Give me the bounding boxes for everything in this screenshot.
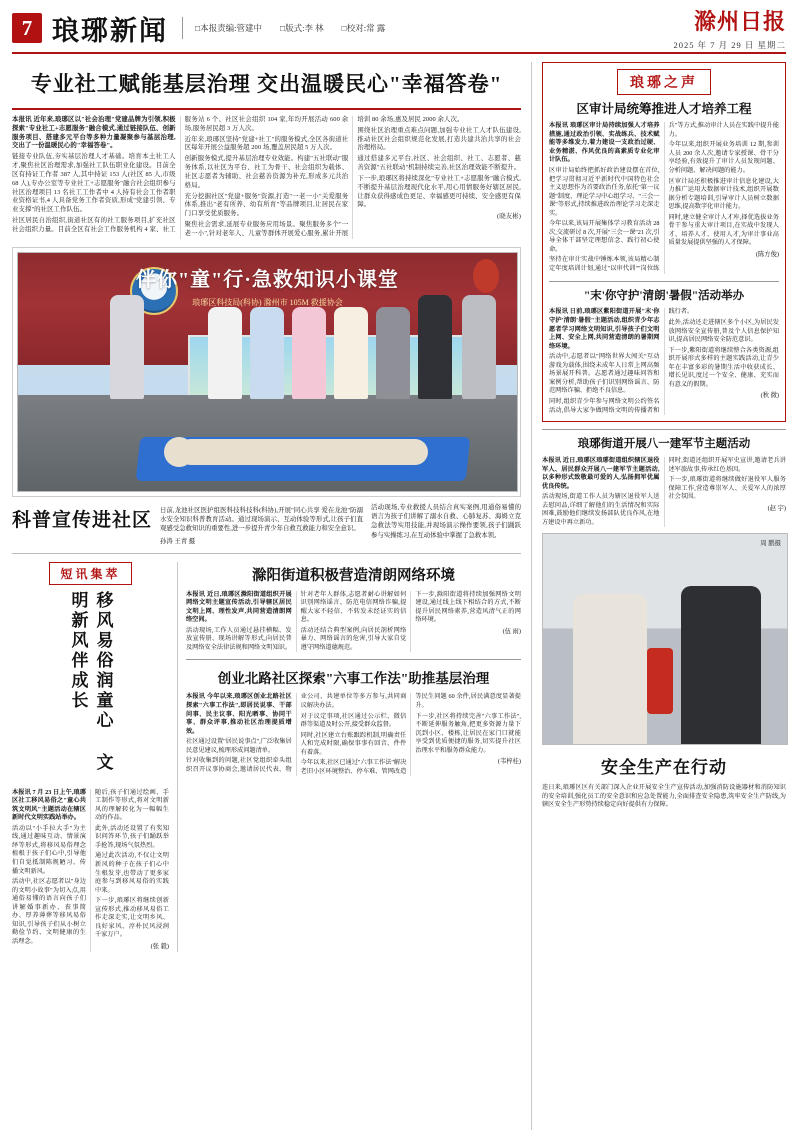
right-article1-title: 区审计局统筹推进人才培养工程 xyxy=(576,102,752,116)
person-figure xyxy=(334,307,368,399)
lead-paragraph: 本报讯 近年来,琅琊区以"社会治理"党建品牌为引领,积极探索"专业社工+志愿服务"融合模式,通过链接队伍、创新服务项目、搭建多元平台等多种力量凝聚参与基层治理,交出了一份温暖民心的"幸福答卷"。 xyxy=(12,116,176,150)
person-figure xyxy=(573,594,647,744)
right-article1-paragraph: 本报讯 琅琊区审计局持续加强人才培养措施,通过政治引领、实战练兵、技术赋能等多维发力,着力建设一支政治过硬、业务精湛、作风优良的高素质专业化审计队伍。 xyxy=(549,122,660,164)
right-article2-title: "末'你守护'清朗'暑假"活动举办 xyxy=(583,289,745,302)
briefs-body xyxy=(12,789,169,952)
briefs-title-wrap xyxy=(12,591,169,781)
divider xyxy=(186,659,521,660)
cpr-dummy-head xyxy=(164,437,194,467)
safety-photo xyxy=(542,533,788,745)
photo-caption: 日前,龙池社区医护组医科技科技科(科协),开展"同心共享 爱在龙池"防溺水安全知识科普教育活动。通过现场演示、互动体验等形式,让孩子们直观感受急救知识的重要性,进一步提升青少年自救互救能力和安全意识。 xyxy=(160,506,363,532)
lead-story-body xyxy=(12,116,521,239)
article-b-paragraph: 社区通过设置"居民说事点",广泛收集居民意见建议,梳理形成问题清单。 xyxy=(186,738,292,754)
paper-name: 滁州日报 xyxy=(693,9,786,34)
article-b-paragraph: 同时,社区建立台账跟踪机制,明确责任人和完成时限,确保事事有回音、件件有着落。 xyxy=(300,731,407,756)
briefs-badge: 短讯集萃 xyxy=(49,562,131,585)
article-a-byline: (伍 雨) xyxy=(502,627,521,635)
right-article3-paragraph: 本报讯 近日,琅琊区琅琊街道组织辖区退役军人、居民群众开展八一建军节主题活动,以多种形式致敬最可爱的人,弘扬拥军优属优良传统。 xyxy=(542,456,660,490)
paper-date: 2025 年 7 月 29 日 星期二 xyxy=(673,40,786,50)
article-b-title: 创业北路社区探索"六事工作法"助推基层治理 xyxy=(217,671,490,687)
headline-rule xyxy=(12,108,521,110)
lantern-decor-icon xyxy=(473,259,499,293)
fire-extinguisher-icon xyxy=(647,648,673,714)
article-b-paragraph: 对于议定事项,社区通过公示栏、微信群等渠道及时公开,接受群众监督。 xyxy=(300,712,407,729)
person-figure xyxy=(292,307,326,399)
article-a-paragraph: 本报讯 近日,琅琊区滁阳街道组织开展网络文明主题宣传活动,引导辖区居民文明上网、理性发声,共同营造清朗网络空间。 xyxy=(186,590,292,624)
masthead-paper xyxy=(673,5,786,51)
right-article3-paragraph: 同时,街道还组织开展军史宣讲,邀请老兵讲述军旅故事,传承红色基因。 xyxy=(668,456,786,473)
masthead xyxy=(12,10,786,54)
divider xyxy=(549,281,779,282)
brief-paragraph: 本报讯 7 月 23 日上午,琅琊区社工移风易俗之"童心共筑文明风"主题活动在辖区新时代文明实践站举办。 xyxy=(12,788,86,822)
right-article2-paragraph: 本报讯 日前,琅琊区紫阳街道开展"末'你守护'清朗'暑假"主题活动,组织青少年志愿者学习网络文明知识,引导孩子们文明上网、安全上网,共同营造清朗的暑期网络环境。 xyxy=(549,308,660,350)
lead-paragraph: 下一步,琅琊区将持续深化"专业社工+志愿服务"融合模式,不断提升基层治理现代化水平,用心用情服务好辖区居民,让群众获得感成色更足、幸福感更可持续、安全感更有保障。 xyxy=(357,174,521,209)
photo-story xyxy=(12,247,521,497)
person-figure xyxy=(208,307,242,399)
photo-side-text: 活动现场,专业救援人员结合真实案例,用通俗易懂的语言为孩子们讲解了溺水自救、心肺复苏、海姆立克急救法等实用技能,并现场演示操作要领,孩子们踊跃参与实操练习,在互动体验中掌握了急救本领。 xyxy=(371,503,521,539)
photo-caption-row xyxy=(12,503,521,547)
masthead-credits xyxy=(182,17,673,39)
brief-byline: (张 毅) xyxy=(150,942,169,950)
lead-byline: (晓友彬) xyxy=(497,213,521,221)
right-zone xyxy=(532,62,786,1130)
right-article1-body xyxy=(549,122,779,273)
credit-layout: □版式:李 林 xyxy=(280,23,324,33)
right-article1-paragraph: 今年以来,组织开展业务培训 12 期,参训人员 200 余人次,邀请专家授课、骨干分享经验,有效提升了审计人员发现问题、分析问题、解决问题的能力。 xyxy=(668,141,779,174)
right-article1-byline: (陈方俊) xyxy=(755,250,779,258)
photo-story-title: 科普宣传进社区 xyxy=(12,509,153,531)
right-article2-paragraph: 活动中,志愿者以"网络世界大闯关"互动游戏为载体,围绕未成年人日常上网高频场景展开科普。志愿者通过趣味问答和案例分析,帮助孩子们识别网络谣言、防范网络诈骗、拒绝不良信息。 xyxy=(549,353,660,395)
lead-paragraph: 创新服务模式,提升基层治理专业效能。构建"五社联动"服务体系,以社区为平台、社工为骨干、社会组织为载体、社区志愿者为辅助、社会慈善资源为补充,形成多元共治格局。 xyxy=(184,155,349,189)
person-figure xyxy=(681,586,761,744)
person-figure xyxy=(250,307,284,399)
brief-paragraph: 活动中,社区志愿者以"身边的文明小故事"为切入点,用通俗易懂的语言向孩子们讲解婚事新办、丧事简办、厚养薄葬等移风易俗知识,引导孩子们从小树立勤俭节约、文明健康的生活理念。 xyxy=(12,878,86,945)
voice-box xyxy=(542,62,786,422)
voice-badge: 琅琊之声 xyxy=(617,69,711,95)
right-article3-title: 琅琊街道开展八一建军节主题活动 xyxy=(577,438,751,451)
photo-image xyxy=(17,252,518,492)
article-b-paragraph: 针对收集到的问题,社区党组织牵头组织召开议事协商会,邀请居民代表、物业公司、共建单位等多方参与,共同商议解决办法。 xyxy=(186,693,407,773)
right-article2-byline: (秋 微) xyxy=(760,392,779,400)
right-article3-paragraph: 下一步,琅琊街道将继续做好退役军人服务保障工作,营造尊崇军人、关爱军人的浓厚社会氛围。 xyxy=(668,476,786,501)
right-article1-paragraph: 今年以来,该局开展集体学习教育活动 28 次,交流研讨 8 次,开展"三会一课"21 次,引导全体干部坚定理想信念、践行初心使命。 xyxy=(549,220,660,253)
right-article3-body xyxy=(542,457,786,527)
briefs-vertical-title: 移风易俗润童心 文明新风伴成长 xyxy=(68,590,113,773)
credit-proofreader: □校对:常 露 xyxy=(341,23,386,33)
article-a-paragraph: 下一步,滁阳街道将持续加强网络文明建设,通过线上线下相结合的方式,不断提升居民网络素养,营造风清气正的网络环境。 xyxy=(415,590,521,624)
article-a-title: 滁阳街道积极营造清朗网络环境 xyxy=(252,567,455,584)
page-number: 7 xyxy=(12,13,42,43)
article-a-paragraph: 活动现场,工作人员通过悬挂横幅、发放宣传册、现场讲解等形式,向居民普及网络安全法律法规和网络文明知识。 xyxy=(186,626,292,651)
right-article1-paragraph: 坚持在审计实战中锤炼本领,该局精心制定年度培训计划,通过"以审代训""岗位练兵"等方式,推动审计人员在实践中提升能力。 xyxy=(549,122,779,272)
article-a-paragraph: 针对老年人群体,志愿者耐心讲解如何识别网络谣言、防范电信网络诈骗,提醒大家不轻信、不转发未经证实的信息。 xyxy=(300,590,407,624)
lead-paragraph: 近年来,琅琊区坚持"党建+社工"的服务模式,全区各街道社区每年开展公益服务超 200 场,覆盖居民超 5 万人次。 xyxy=(184,135,349,152)
article-a-paragraph: 活动还结合典型案例,向居民剖析网络暴力、网络谣言的危害,引导大家自觉遵守网络道德规范。 xyxy=(300,626,407,651)
banner-sub-text: 琅琊区科技局(科协) 滁州市 105M 救援协会 xyxy=(192,297,343,307)
lead-paragraph: 聚焦社会需求,延展专业服务应用场景。聚焦服务多个"一老一小",针对老年人、儿童等群体开展爱心服务,累计开展培训 80 余场,惠及居民 2000 余人次。 xyxy=(184,116,464,237)
right-article1-paragraph: 区审计局还积极推进审计信息化建设,大力推广运用大数据审计技术,组织开展数据分析专题培训,引导审计人员树立数据思维,提高数字化审计能力。 xyxy=(668,177,779,211)
page-body xyxy=(12,62,786,1130)
photo-credit: 周 鹏摄 xyxy=(760,540,781,548)
lead-paragraph: 通过搭建多元平台,社区、社会组织、社工、志愿者、慈善资源"五社联动"机制持续完善,社区治理效能不断提升。 xyxy=(357,155,521,172)
article-b-paragraph: 本报讯 今年以来,琅琊区创业北路社区探索"六事工作法",即居民说事、干部问事、民主议事、阳光晒事、协同干事、群众评事,推动社区治理提质增效。 xyxy=(186,693,292,735)
lead-paragraph: 充分挖掘社区"党建+服务"资源,打造"一老一小"关爱服务体系,推出"老有所养、幼有所育"等品牌项目,让居民在家门口享受优质服务。 xyxy=(184,192,349,218)
lead-paragraph: 链接专业队伍,夯实基层治理人才基础。培育本土社工人才,聚焦社区治理需求,加强社工队伍职业化建设。目前全区有持证工作者 387 人,其中持证 153 人(社区 85 人,市级 68 人),专办公室等专业社工+志愿服务"融合社会组织参与社区治理项目 13 名社工工作者中 4 人持有社会工作者职业资格证书,4 人具备党务工作者资质,形成"党建引领、专业支撑"的社区工作队伍。 xyxy=(12,153,176,214)
lead-paragraph: 围绕社区治理重点难点问题,加强专业社工人才队伍建设,推动社区社会组织规范化发展,打造共建共治共享的社会治理格局。 xyxy=(357,126,521,152)
cpr-dummy xyxy=(178,439,428,465)
person-figure xyxy=(462,295,496,399)
person-figure xyxy=(376,307,410,399)
brief-paragraph: 通过此次活动,不仅让文明新风的种子在孩子们心中生根发芽,也带动了更多家庭参与到移风易俗的实践中来。 xyxy=(95,852,169,894)
divider xyxy=(12,553,521,554)
credit-editor: □本报责编:管建中 xyxy=(195,23,262,33)
right-article2-paragraph: 此外,活动还走进辖区多个小区,为居民发放网络安全宣传册,普及个人信息保护知识,提高居民网络安全防范意识。 xyxy=(668,319,779,344)
right-article3-byline: (赵 宇) xyxy=(767,504,786,512)
right-article2-paragraph: 同时,组织青少年参与网络文明公约签名活动,倡导大家争做网络文明的传播者和践行者。 xyxy=(549,308,694,414)
right-article1-paragraph: 区审计局始终把抓好政治建设摆在首位,把学习贯彻习近平新时代中国特色社会主义思想作为首要政治任务,依托"第一议题"制度、理论学习中心组学习、"三会一课"等形式,持续推进政治理论学习走深走实。 xyxy=(549,166,660,217)
photo-credit: 孙涛 王青 摄 xyxy=(160,537,196,545)
section-title: 琅琊新闻 xyxy=(52,15,168,46)
lead-headline: 专业社工赋能基层治理 交出温暖民心"幸福答卷" xyxy=(30,72,503,96)
lead-paragraph: 社区居民自治组织,街道社区有的社工服务项目,扩充社区社会组织力量。目前全区有社会工作服务机构 4 家、社工服务站 6 个、社区社会组织 104 家,年均开展活动 600 余场,服务居民超 3 万人次。 xyxy=(12,116,349,233)
person-figure xyxy=(110,295,144,399)
brief-paragraph: 活动以"小手拉大手"为主线,通过趣味互动、情景演绎等形式,将移风易俗理念植根于孩子们心中,引导他们自觉抵制陈规陋习、传播文明新风。 xyxy=(12,824,86,875)
banner-main-text: 伴你"童"行·急救知识小课堂 xyxy=(136,268,399,291)
right-article1-paragraph: 同时,建立健全审计人才库,择优选拔业务骨干参与重大审计项目,在实战中发现人才、培养人才、使用人才,为审计事业高质量发展提供坚强的人才保障。 xyxy=(668,213,779,247)
bottom-left-articles xyxy=(178,562,521,952)
article-b-byline: (韦梓桂) xyxy=(497,758,521,766)
right-article2-body xyxy=(549,308,779,415)
person-figure xyxy=(418,295,452,399)
article-a-body xyxy=(186,591,521,653)
left-zone xyxy=(12,62,532,1130)
brief-paragraph: 下一步,琅琊区将继续创新宣传形式,推动移风易俗工作走深走实,让文明乡风、良好家风、淳朴民风浸润千家万户。 xyxy=(95,897,169,939)
brief-paragraph: 随后,孩子们通过绘画、手工制作等形式,将对文明新风的理解转化为一幅幅生动的作品。 xyxy=(95,788,169,822)
brief-paragraph: 此外,活动还设置了有奖知识问答环节,孩子们踊跃举手抢答,现场气氛热烈。 xyxy=(95,824,169,849)
safety-photo-title: 安全生产在行动 xyxy=(601,758,727,778)
right-article3-paragraph: 活动现场,街道工作人员为辖区退役军人送去慰问品,详细了解他们的生活情况和实际困难,鼓励他们继续发扬部队优良作风,在地方建设中再立新功。 xyxy=(542,493,660,526)
bottom-left-block xyxy=(12,562,521,952)
article-b-paragraph: 下一步,社区将持续完善"六事工作法",不断延伸服务触角,把更多资源力量下沉到小区、楼栋,让居民在家门口就能享受到优质便捷的服务,切实提升社区治理水平和服务群众能力。 xyxy=(415,712,521,754)
right-article2-paragraph: 下一步,紫阳街道将继续整合各类资源,组织开展形式多样的主题实践活动,让青少年在丰富多彩的暑期生活中收获成长、增长见识,度过一个安全、健康、充实而有意义的假期。 xyxy=(668,346,779,388)
article-b-body xyxy=(186,693,521,776)
briefs-column xyxy=(12,562,178,952)
divider xyxy=(542,429,786,430)
article-b-paragraph: 今年以来,社区已通过"六事工作法"解决老旧小区环境整治、停车难、管网改造等民生问题 60 余件,居民满意度显著提升。 xyxy=(300,693,521,775)
safety-photo-text: 连日来,琅琊区区有关部门深入企业开展安全生产宣传活动,加强消防设施器材和消防知识的安全培训,强化员工的安全意识和应急处置能力,全面排查安全隐患,筑牢安全生产防线,为辖区安全生产形势持续稳定向好提供有力保障。 xyxy=(542,784,786,809)
